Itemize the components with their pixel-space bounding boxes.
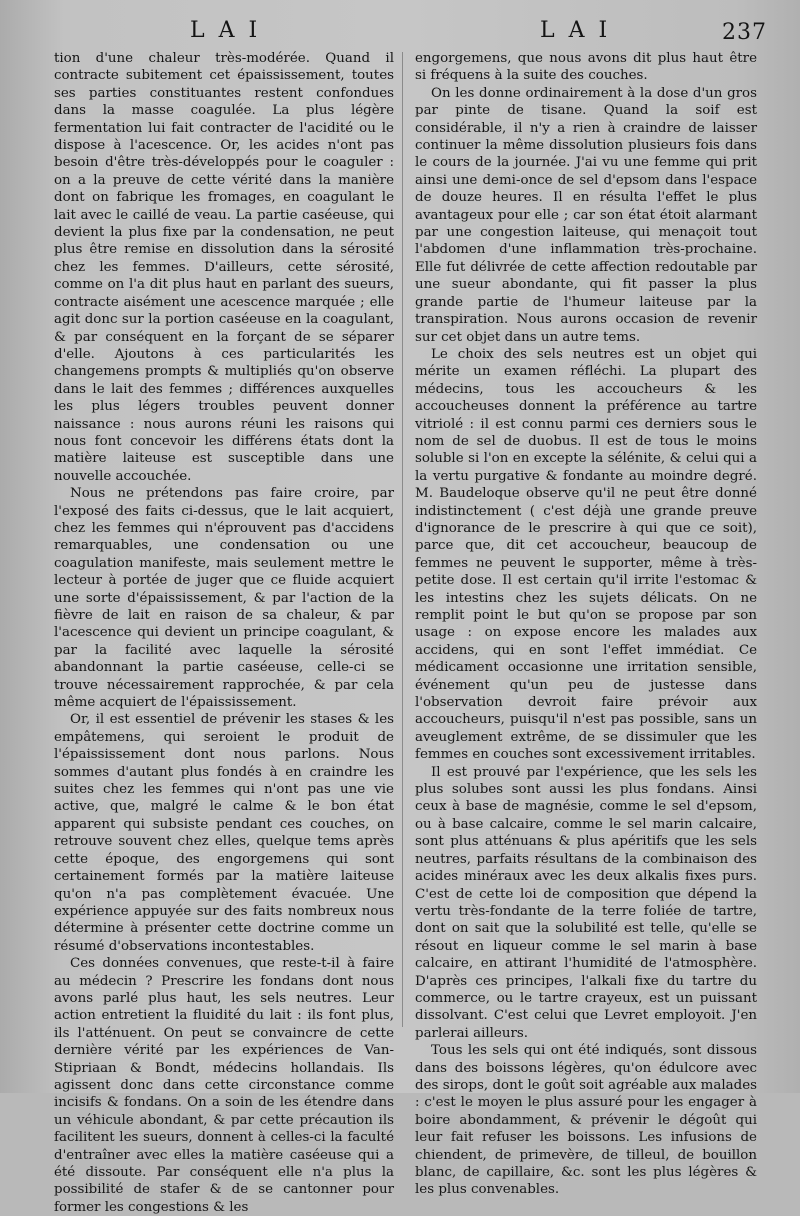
page-number: 237 <box>722 20 767 45</box>
paragraph: engorgemens, que nous avons dit plus haut être si fréquens à la suite des couches. <box>415 51 757 84</box>
running-title-right: LAI <box>540 18 622 43</box>
right-column <box>415 50 757 1199</box>
paragraph: Ces données convenues, que reste-t-il à faire au médecin ? Prescrire les fondans dont nous avons parlé plus haut, les sels neutres. Leur action entretient la fluidité du lait : ils font plus, ils l'atténuent. On peut se convaincre de cette dernière vérité par les expériences de Van-Stipriaan & Bondt, médecins hollandais. Ils agissent donc dans cette circonstance comme incisifs & fondans. On a soin de les étendre dans un véhicule abondant, & par cette précaution ils facilitent les sueurs, donnent à celles-ci la faculté d'entraîner avec elles la matière caséeuse qui a été dissoute. Par conséquent elle n'a plus la possibilité de stafer & de se cantonner pour former les congestions & les <box>54 956 394 1215</box>
left-column <box>54 50 394 1216</box>
paragraph: Tous les sels qui ont été indiqués, sont dissous dans des boissons légères, qu'on édulcore avec des sirops, dont le goût soit agréable aux malades : c'est le moyen le plus assuré pour les engager à boire abondamment, & prévenir le dégoût qui leur fait refuser les boissons. Les infusions de chiendent, de primevère, de tilleul, de bouillon blanc, de capillaire, &c. sont les plus légères & les plus convenables. <box>415 1043 757 1198</box>
running-title-left: LAI <box>190 18 272 43</box>
paragraph: Nous ne prétendons pas faire croire, par l'exposé des faits ci-dessus, que le lait acquiert, chez les femmes qui n'éprouvent pas d'accidens remarquables, une condensation ou une coagulation manifeste, mais seulement mettre le lecteur à portée de juger que ce fluide acquiert une sorte d'épaississement, & par l'action de la fièvre de lait en raison de sa chaleur, & par l'acescence qui devient un principe coagulant, & par la facilité avec laquelle la sérosité abandonnant la partie caséeuse, celle-ci se trouve nécessairement rapprochée, & par cela même acquiert de l'épaississement. <box>54 486 394 711</box>
paragraph: Or, il est essentiel de prévenir les stases & les empâtemens, qui seroient le produit de l'épaississement dont nous parlons. Nous sommes d'autant plus fondés à en craindre les suites chez les femmes qui n'ont pas une vie active, que, malgré le calme & le bon état apparent qui subsiste pendant ces couches, on retrouve souvent chez elles, quelque tems après cette époque, des engorgemens qui sont certainement formés par la matière laiteuse qu'on n'a pas complètement évacuée. Une expérience appuyée sur des faits nombreux nous détermine à présenter cette doctrine comme un résumé d'observations incontestables. <box>54 712 394 954</box>
paragraph: tion d'une chaleur très-modérée. Quand il contracte subitement cet épaississement, toutes ses parties constituantes restent confondues dans la masse coagulée. La plus légère fermentation lui fait contracter de l'acidité ou le dispose à l'acescence. Or, les acides n'ont pas besoin d'être très-développés pour le coaguler : on a la preuve de cette vérité dans la manière dont on fabrique les fromages, en coagulant le lait avec le caillé de veau. La partie caséeuse, qui devient la plus fixe par la condensation, ne peut plus être remise en dissolution dans la sérosité chez les femmes. D'ailleurs, cette sérosité, comme on l'a dit plus haut en parlant des sueurs, contracte aisément une acescence marquée ; elle agit donc sur la portion caséeuse en la coagulant, & par conséquent en la forçant de se séparer d'elle. Ajoutons à ces particularités les changemens prompts & multipliés qu'on observe dans le lait des femmes ; différences auxquelles les plus légers troubles peuvent donner naissance : nous aurons réuni les raisons qui nous font concevoir les différens états dont la matière laiteuse est susceptible dans une nouvelle accouchée. <box>54 51 394 484</box>
paragraph: On les donne ordinairement à la dose d'un gros par pinte de tisane. Quand la soif est considérable, il n'y a rien à craindre de laisser continuer la même dissolution plusieurs fois dans le cours de la journée. J'ai vu une femme qui prit ainsi une demi-once de sel d'epsom dans l'espace de douze heures. Il en résulta l'effet le plus avantageux pour elle ; car son état étoit alarmant par une congestion laiteuse, qui menaçoit tout l'abdomen d'une inflammation très-prochaine. Elle fut délivrée de cette affection redoutable par une sueur abondante, qui fit passer la plus grande partie de l'humeur laiteuse par la transpiration. Nous aurons occasion de revenir sur cet objet dans un autre tems. <box>415 85 757 345</box>
page-header <box>0 18 800 48</box>
paragraph: Il est prouvé par l'expérience, que les sels les plus solubes sont aussi les plus fondans. Ainsi ceux à base de magnésie, comme le sel d'epsom, ou à base calcaire, comme le sel marin calcaire, sont plus atténuans & plus apéritifs que les sels neutres, parfaits résultans de la combinaison des acides minéraux avec les deux alkalis fixes purs. C'est de cette loi de composition que dépend la vertu très-fondante de la terre foliée de tartre, dont on sait que la solubilité est telle, qu'elle se résout en liqueur comme le sel marin à base calcaire, en attirant l'humidité de l'atmosphère. D'après ces principes, l'alkali fixe du tartre du commerce, ou le tartre crayeux, est un puissant dissolvant. C'est celui que Levret employoit. J'en parlerai ailleurs. <box>415 764 757 1041</box>
column-divider <box>402 52 403 1027</box>
paragraph: Le choix des sels neutres est un objet qui mérite un examen réfléchi. La plupart des médecins, tous les accoucheurs & les accoucheuses donnent la préférence au tartre vitriolé : il est connu parmi ces derniers sous le nom de sel de duobus. Il est de tous le moins soluble si l'on en excepte la sélénite, & celui qui a la vertu purgative & fondante au moindre degré. M. Baudeloque observe qu'il ne peut être donné indistinctement ( c'est déjà une grande preuve d'ignorance de le prescrire à qui que ce soit), parce que, dit cet accoucheur, beaucoup de femmes ne peuvent le supporter, même à très-petite dose. Il est certain qu'il irrite l'estomac & les intestins chez les sujets délicats. On ne remplit point le but qu'on se propose par son usage : on expose encore les malades aux accidens, qui en sont l'effet immédiat. Ce médicament occasionne une irritation sensible, événement qu'un peu de justesse dans l'observation devroit faire prévoir aux accoucheurs, puisqu'il n'est pas possible, sans un aveuglement extrême, de se dissimuler que les femmes en couches sont excessivement irritables. <box>415 346 757 763</box>
